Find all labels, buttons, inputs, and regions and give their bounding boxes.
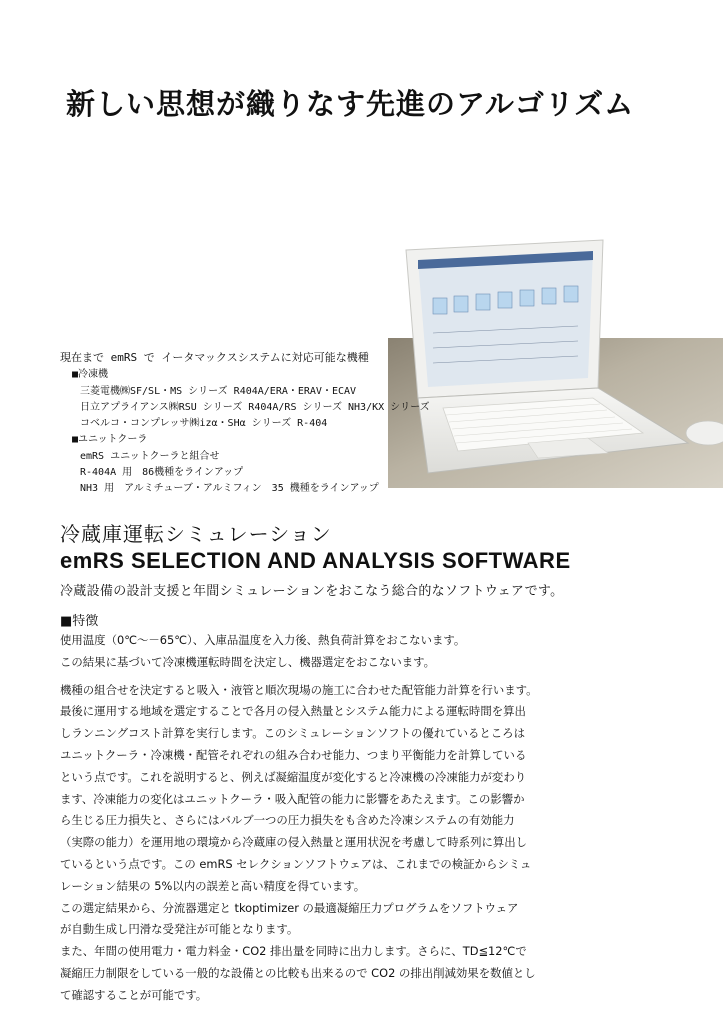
body-line: 最後に運用する地域を選定することで各月の侵入熱量とシステム能力による運転時間を算出 (60, 704, 526, 719)
mouse (686, 421, 723, 445)
body-line: という点です。これを説明すると、例えば凝縮温度が変化すると冷凍機の冷凍能力が変わり (60, 769, 527, 784)
body-line: 凝縮圧力制限をしている一般的な設備との比較も出来るので CO2 の排出削減効果を数値とし (60, 965, 536, 980)
body-line: ユニットクーラ・冷凍機・配管それぞれの組み合わせ能力、つまり平衡能力を計算している (60, 747, 527, 762)
compat-line: ■冷凍機 (72, 369, 109, 381)
laptop-screen (418, 251, 593, 387)
features-heading: ■特徴 (60, 614, 99, 629)
body-line: 使用温度（0℃～－65℃）、入庫品温度を入力後、熱負荷計算をおこないます。 (60, 633, 466, 647)
body-line: （実際の能力）を運用地の環境から冷蔵庫の侵入熱量と運用状況を考慮して時系列に算出し (60, 835, 528, 850)
compat-line: コベルコ・コンプレッサ㈱izα・SHα シリーズ R-404 (80, 418, 328, 430)
section-title-jp: 冷蔵庫運転シミュレーション (60, 522, 332, 546)
body-line: ているという点です。この emRS セレクションソフトウェアは、これまでの検証からシミュ (60, 856, 532, 871)
body-line: 機種の組合せを決定すると吸入・液管と順次現場の施工に合わせた配管能力計算を行います。 (60, 682, 538, 697)
page-headline: 新しい思想が織りなす先進のアルゴリズム (66, 87, 635, 121)
body-line: この選定結果から、分流器選定と tkoptimizer の最適凝縮圧力プログラムをソフトウェア (60, 900, 519, 915)
body-line: ら生じる圧力損失と、さらにはバルブ一つの圧力損失をも含めた冷凍システムの有効能力 (60, 813, 515, 828)
compat-line: 三菱電機㈱SF/SL・MS シリーズ R404A/ERA・ERAV・ECAV (80, 385, 357, 397)
compat-line: 日立アプライアンス㈱RSU シリーズ R404A/RS シリーズ NH3/KX シリーズ (80, 401, 430, 413)
compat-line: ■ユニットクーラ (72, 434, 148, 446)
body-line: しランニングコスト計算を実行します。このシミュレーションソフトの優れているところは (60, 726, 525, 741)
body-line: また、年間の使用電力・電力料金・CO2 排出量を同時に出力します。さらに、TD≦12℃で (60, 944, 527, 959)
compat-line: emRS ユニットクーラと組合せ (80, 450, 220, 462)
compatible-models (60, 350, 430, 498)
section-title-en: emRS SELECTION AND ANALYSIS SOFTWARE (60, 548, 571, 573)
section-subtitle: 冷蔵設備の設計支援と年間シミュレーションをおこなう総合的なソフトウェアです。 (60, 584, 564, 599)
body-line: ます、冷凍能力の変化はユニットクーラ・吸入配管の能力に影響をあたえます。この影響か (60, 791, 525, 806)
features-body (60, 630, 580, 1007)
body-line: この結果に基づいて冷凍機運転時間を決定し、機器選定をおこないます。 (60, 654, 435, 669)
body-line: て確認することが可能です。 (60, 987, 208, 1002)
compatible-models-lead: 現在まで emRS で イータマックスシステムに対応可能な機種 (60, 351, 369, 364)
compat-line: NH3 用 アルミチューブ・アルミフィン 35 機種をラインアップ (80, 483, 379, 495)
compat-line: R-404A 用 86機種をラインアップ (80, 467, 244, 479)
body-line: レーション結果の 5%以内の誤差と高い精度を得ています。 (60, 878, 366, 893)
laptop-photo (388, 238, 723, 488)
body-line: が自動生成し円滑な受発注が可能となります。 (60, 922, 299, 937)
